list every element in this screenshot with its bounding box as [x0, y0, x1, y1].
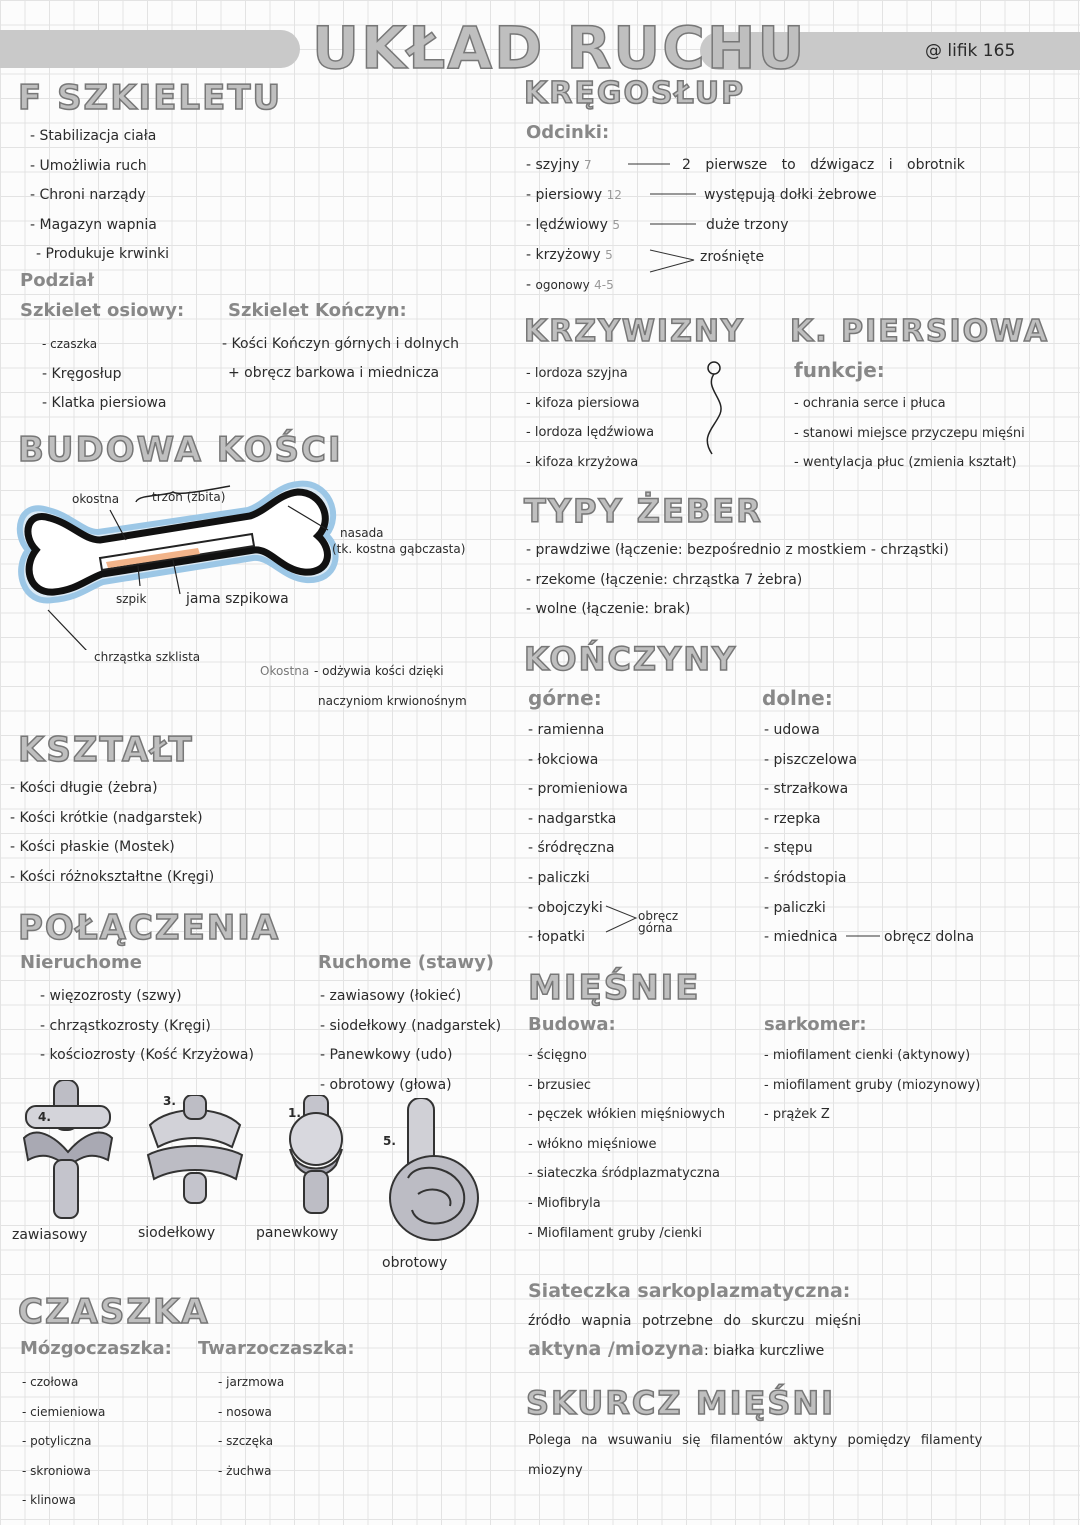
face-skull-list	[218, 1372, 284, 1490]
skull-heading: CZASZKA	[18, 1292, 210, 1332]
shape-list	[10, 778, 214, 896]
joints-heading: POŁĄCZENIA	[18, 908, 281, 948]
list-item: - skroniowa	[22, 1461, 105, 1491]
spine-seg-2-name: - piersiowy 12	[526, 187, 622, 203]
label-shaft: trzon (źbita)	[152, 490, 226, 504]
brain-skull-label: Mózgoczaszka:	[20, 1338, 172, 1359]
mobile-joints-label: Ruchome (stawy)	[318, 952, 495, 973]
list-item: - obrotowy (głowa)	[320, 1075, 501, 1105]
list-item: - miednica	[764, 927, 857, 957]
spine-seg-5-name: - ogonowy 4-5	[526, 277, 614, 293]
saddle-joint-figure	[140, 1095, 250, 1205]
list-item: - żuchwa	[218, 1461, 284, 1491]
list-item: - Stabilizacja ciała	[30, 126, 169, 156]
curves-heading: KRZYWIZNY	[524, 314, 745, 349]
label-cartilage: chrząstka szklista	[94, 650, 201, 664]
list-item: - czołowa	[22, 1372, 105, 1402]
list-item: - wentylacja płuc (zmienia kształt)	[794, 453, 1025, 483]
spine-seg-1-name: - szyjny 7	[526, 157, 592, 173]
muscles-heading: MIĘŚNIE	[528, 968, 701, 1008]
list-item: - Klatka piersiowa	[42, 393, 166, 423]
spine-seg-3-name: - lędźwiowy 5	[526, 217, 620, 233]
list-item: - stanowi miejsce przyczepu mięśni	[794, 424, 1025, 454]
list-item: - rzepka	[764, 809, 857, 839]
list-item: - ciemieniowa	[22, 1402, 105, 1432]
saddle-figure-label: siodełkowy	[138, 1225, 216, 1241]
face-skull-label: Twarzoczaszka:	[198, 1338, 355, 1359]
upper-limbs-label: górne:	[528, 686, 602, 710]
functions-list	[30, 126, 169, 274]
label-epiphysis-note: (tk. kostna gąbczasta)	[332, 542, 466, 556]
list-item: - chrząstkozrosty (Kręgi)	[40, 1016, 254, 1046]
periosteum-note-line1: - odżywia kości dzięki	[314, 664, 444, 678]
list-item: - brzusiec	[528, 1076, 725, 1106]
pointer-line	[48, 610, 88, 650]
ball-socket-figure-label: panewkowy	[256, 1225, 339, 1241]
spine-seg-4-note: zrośnięte	[700, 249, 765, 265]
chest-sub-label: funkcje:	[794, 358, 885, 382]
list-item: - miofilament gruby (miozynowy)	[764, 1076, 980, 1106]
periosteum-note-line2: naczyniom krwionośnym	[318, 694, 467, 708]
list-item: - Panewkowy (udo)	[320, 1045, 501, 1075]
limb-skeleton-list	[222, 334, 459, 364]
lower-limbs-label: dolne:	[762, 686, 833, 710]
fixed-joints-label: Nieruchome	[20, 952, 142, 973]
list-item: - łokciowa	[528, 750, 628, 780]
sarcomere-list	[764, 1046, 980, 1135]
lower-girdle-line	[846, 934, 880, 938]
list-item: - Kości krótkie (nadgarstek)	[10, 808, 214, 838]
proteins-term: aktyna /miozyna	[528, 1338, 704, 1360]
list-item: - Kości długie (żebra)	[10, 778, 214, 808]
label-marrow: szpik	[116, 592, 147, 606]
list-item: - prawdziwe (łączenie: bezpośrednio z mostkiem - chrząstki)	[526, 540, 949, 570]
contraction-heading: SKURCZ MIĘŚNI	[526, 1384, 836, 1422]
pivot-figure-number: 5.	[383, 1134, 396, 1148]
limbs-heading: KOŃCZYNY	[524, 640, 738, 678]
spine-seg-2-note: występują dołki żebrowe	[704, 187, 877, 203]
page-title: UKŁAD RUCHU	[312, 14, 807, 82]
hinge-figure-label: zawiasowy	[12, 1227, 88, 1243]
list-item: - szczęka	[218, 1431, 284, 1461]
list-item: - czaszka	[42, 334, 166, 364]
list-item: - zawiasowy (łokieć)	[320, 986, 501, 1016]
list-item: - Miofibryla	[528, 1194, 725, 1224]
list-item: - Kości różnokształtne (Kręgi)	[10, 867, 214, 897]
ball-socket-figure-number: 1.	[288, 1106, 301, 1120]
list-item: - potyliczna	[22, 1431, 105, 1461]
reticulum-label: Siateczka sarkoplazmatyczna:	[528, 1280, 851, 1302]
muscle-structure-list	[528, 1046, 725, 1253]
saddle-figure-number: 3.	[163, 1094, 176, 1108]
hinge-joint-figure	[18, 1080, 118, 1220]
spine-seg-4-name: - krzyżowy 5	[526, 247, 613, 263]
list-item: - stępu	[764, 838, 857, 868]
label-cavity: jama szpikowa	[186, 591, 289, 607]
axial-list	[42, 334, 166, 423]
division-heading: Podział	[20, 270, 94, 291]
author-tag: @ lifik 165	[925, 41, 1016, 61]
list-item: - łopatki	[528, 927, 628, 957]
list-item: - kifoza piersiowa	[526, 394, 654, 424]
list-item: - promieniowa	[528, 779, 628, 809]
list-item: - Kości płaskie (Mostek)	[10, 837, 214, 867]
list-item: - prążek Z	[764, 1105, 980, 1135]
list-item: - włókno mięśniowe	[528, 1135, 725, 1165]
list-item: - Chroni narządy	[30, 185, 169, 215]
list-item: - ochrania serce i płuca	[794, 394, 1025, 424]
reticulum-text: źródło wapnia potrzebne do skurczu mięśni	[528, 1313, 862, 1329]
list-item: - lordoza lędźwiowa	[526, 423, 654, 453]
brain-skull-list	[22, 1372, 105, 1520]
spine-curve-sketch	[700, 358, 740, 458]
pivot-joint-figure	[378, 1098, 488, 1248]
list-item: - strzałkowa	[764, 779, 857, 809]
muscle-structure-label: Budowa:	[528, 1014, 616, 1035]
fixed-joints-list	[40, 986, 254, 1075]
list-item: - udowa	[764, 720, 857, 750]
chest-heading: K. PIERSIOWA	[790, 314, 1050, 349]
list-item: - śródstopia	[764, 868, 857, 898]
list-item: - rzekome (łączenie: chrząstka 7 żebra)	[526, 570, 949, 600]
lower-girdle-label: obręcz dolna	[884, 929, 975, 945]
ribs-list	[526, 540, 949, 629]
sarcomere-label: sarkomer:	[764, 1014, 867, 1035]
list-item: - lordoza szyjna	[526, 364, 654, 394]
list-item: - obojczyki	[528, 898, 628, 928]
list-item: - nadgarstka	[528, 809, 628, 839]
list-item: - ścięgno	[528, 1046, 725, 1076]
list-item: - paliczki	[764, 898, 857, 928]
list-item: - więzozrosty (szwy)	[40, 986, 254, 1016]
list-item: - miofilament cienki (aktynowy)	[764, 1046, 980, 1076]
functions-heading: F SZKIELETU	[18, 78, 283, 118]
list-item: - Kości Kończyn górnych i dolnych	[222, 334, 459, 364]
curves-list	[526, 364, 654, 482]
bone-heading: BUDOWA KOŚCI	[18, 430, 343, 470]
list-item: - siodełkowy (nadgarstek)	[320, 1016, 501, 1046]
list-item: - paliczki	[528, 868, 628, 898]
list-item: - pęczek włókien mięśniowych	[528, 1105, 725, 1135]
contraction-line1: Polega na wsuwaniu się filamentów aktyny pomiędzy filamenty	[528, 1433, 983, 1448]
proteins-desc: : białka kurczliwe	[703, 1343, 825, 1359]
list-item: - wolne (łączenie: brak)	[526, 599, 949, 629]
label-periosteum: okostna	[72, 492, 120, 506]
limb-skeleton-label: Szkielet Kończyn:	[228, 300, 407, 321]
ribs-heading: TYPY ŻEBER	[524, 492, 763, 530]
list-item: - Produkuje krwinki	[30, 244, 169, 274]
list-item: - nosowa	[218, 1402, 284, 1432]
list-item: - kifoza krzyżowa	[526, 453, 654, 483]
spine-sub-label: Odcinki:	[526, 122, 610, 143]
spine-seg-1-note: 2 pierwsze to dźwigacz i obrotnik	[682, 157, 965, 173]
list-item: - klinowa	[22, 1490, 105, 1520]
list-item: - kościozrosty (Kość Krzyżowa)	[40, 1045, 254, 1075]
mobile-joints-list	[320, 986, 501, 1104]
shape-heading: KSZTAŁT	[18, 730, 194, 770]
chest-functions-list	[794, 394, 1025, 483]
spine-seg-3-note: duże trzony	[706, 217, 789, 233]
list-item: - ramienna	[528, 720, 628, 750]
list-item: - Miofilament gruby /cienki	[528, 1224, 725, 1254]
lower-limbs-list	[764, 720, 857, 957]
list-item: - jarzmowa	[218, 1372, 284, 1402]
list-item: - Kręgosłup	[42, 364, 166, 394]
list-item: - Magazyn wapnia	[30, 215, 169, 245]
upper-girdle-label: obręcz górna	[638, 909, 679, 935]
pivot-figure-label: obrotowy	[382, 1255, 448, 1271]
list-item: - piszczelowa	[764, 750, 857, 780]
spine-heading: KRĘGOSŁUP	[524, 76, 746, 111]
label-epiphysis: nasada	[340, 526, 384, 540]
hinge-figure-number: 4.	[38, 1110, 51, 1124]
list-item: - Umożliwia ruch	[30, 156, 169, 186]
list-item: - siateczka śródplazmatyczna	[528, 1164, 725, 1194]
list-item: - śródręczna	[528, 838, 628, 868]
proteins-line	[528, 1338, 824, 1360]
upper-girdle-bracket	[604, 902, 640, 936]
limb-girdles-note: + obręcz barkowa i miednicza	[228, 365, 440, 381]
axial-label: Szkielet osiowy:	[20, 300, 185, 321]
title-bar-left	[0, 30, 300, 68]
periosteum-note-term: Okostna	[260, 664, 310, 678]
contraction-line2: miozyny	[528, 1463, 583, 1478]
